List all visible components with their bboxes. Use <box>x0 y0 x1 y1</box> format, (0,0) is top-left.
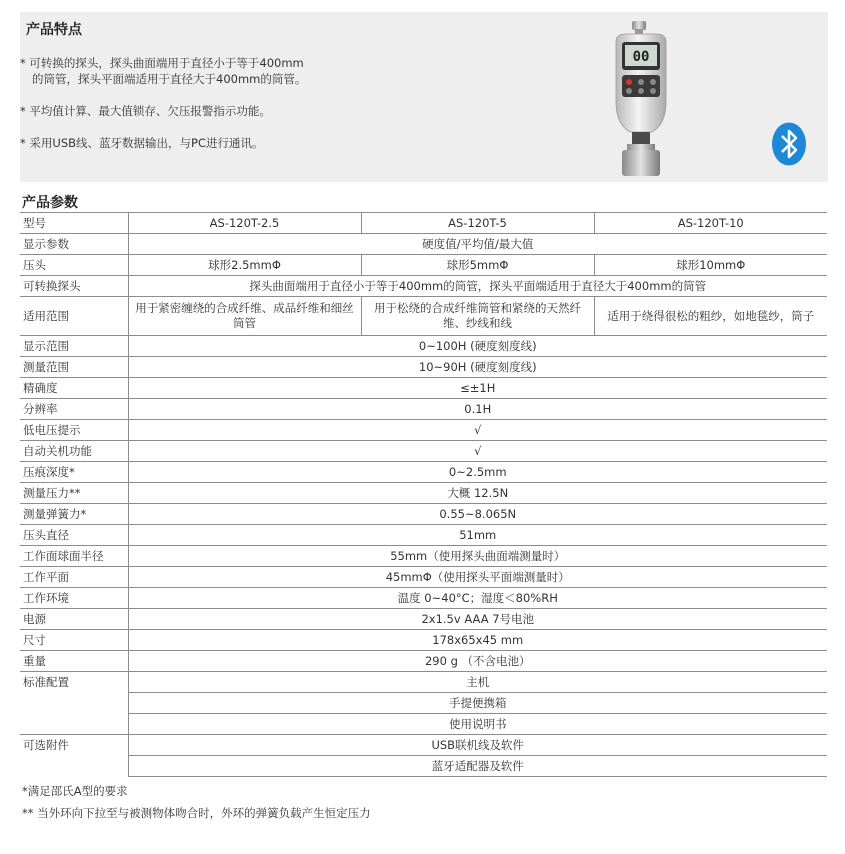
row-label: 自动关机功能 <box>20 441 128 462</box>
row-label: 适用范围 <box>20 297 128 336</box>
row-value: 用于紧密缠绕的合成纤维、成品纤维和细丝筒管 <box>128 297 361 336</box>
table-row <box>20 297 827 336</box>
device-display-readout: 00 <box>632 49 650 65</box>
row-value: ≤±1H <box>128 378 827 399</box>
row-label: 测量弹簧力* <box>20 504 128 525</box>
row-value: 0.1H <box>128 399 827 420</box>
footnote: ** 当外环向下拉至与被测物体吻合时，外环的弹簧负载产生恒定压力 <box>22 806 371 820</box>
table-row <box>20 588 827 609</box>
row-label: 测量范围 <box>20 357 128 378</box>
row-label: 工作平面 <box>20 567 128 588</box>
row-label: 压头 <box>20 255 128 276</box>
row-value: 0~100H (硬度刻度线) <box>128 336 827 357</box>
durometer-image <box>608 20 674 178</box>
row-value: 2x1.5v AAA 7号电池 <box>128 609 827 630</box>
row-label: 显示参数 <box>20 234 128 255</box>
row-label: 工作面球面半径 <box>20 546 128 567</box>
table-row <box>20 483 827 504</box>
table-row <box>20 609 827 630</box>
row-label: 可转换探头 <box>20 276 128 297</box>
row-label: 尺寸 <box>20 630 128 651</box>
table-row <box>20 504 827 525</box>
row-label: 电源 <box>20 609 128 630</box>
model-cell: AS-120T-5 <box>361 213 594 234</box>
row-value: √ <box>128 441 827 462</box>
bluetooth-icon <box>771 122 807 166</box>
row-value: 适用于绕得很松的粗纱，如地毯纱，筒子 <box>594 297 827 336</box>
row-label: 标准配置 <box>20 672 128 735</box>
table-row <box>20 255 827 276</box>
row-value: 51mm <box>128 525 827 546</box>
row-value: USB联机线及软件 <box>128 735 827 756</box>
row-value: 主机 <box>128 672 827 693</box>
row-label: 型号 <box>20 213 128 234</box>
table-row <box>20 441 827 462</box>
row-value: 蓝牙适配器及软件 <box>128 756 827 777</box>
row-value: 大概 12.5N <box>128 483 827 504</box>
features-title: 产品特点 <box>26 22 82 38</box>
table-row <box>20 630 827 651</box>
row-value: √ <box>128 420 827 441</box>
table-row <box>20 462 827 483</box>
feature-item: * 可转换的探头，探头曲面端用于直径小于等于400mm <box>20 56 304 70</box>
footnote: *满足邵氏A型的要求 <box>22 784 128 798</box>
table-row <box>20 276 827 297</box>
table-row <box>20 525 827 546</box>
row-label: 可选附件 <box>20 735 128 777</box>
row-value: 55mm（使用探头曲面端测量时） <box>128 546 827 567</box>
table-row <box>20 213 827 234</box>
table-row <box>20 693 827 714</box>
table-row <box>20 672 827 693</box>
row-value: 使用说明书 <box>128 714 827 735</box>
table-row <box>20 420 827 441</box>
row-value: 球形10mmΦ <box>594 255 827 276</box>
row-label: 分辨率 <box>20 399 128 420</box>
row-label: 压痕深度* <box>20 462 128 483</box>
table-row <box>20 378 827 399</box>
table-row <box>20 357 827 378</box>
row-label: 压头直径 <box>20 525 128 546</box>
table-row <box>20 567 827 588</box>
row-value: 290 g （不含电池） <box>128 651 827 672</box>
spec-table <box>20 212 827 777</box>
row-value: 10~90H (硬度刻度线) <box>128 357 827 378</box>
row-value: 0.55~8.065N <box>128 504 827 525</box>
feature-item: * 平均值计算、最大值锁存、欠压报警指示功能。 <box>20 104 271 118</box>
table-row <box>20 756 827 777</box>
table-row <box>20 336 827 357</box>
row-label: 重量 <box>20 651 128 672</box>
feature-item: * 采用USB线、蓝牙数据输出，与PC进行通讯。 <box>20 136 264 150</box>
table-row <box>20 546 827 567</box>
row-value: 球形5mmΦ <box>361 255 594 276</box>
row-label: 精确度 <box>20 378 128 399</box>
row-value: 探头曲面端用于直径小于等于400mm的筒管，探头平面端适用于直径大于400mm的筒管 <box>128 276 827 297</box>
row-value: 0~2.5mm <box>128 462 827 483</box>
spec-title: 产品参数 <box>22 195 78 211</box>
row-value: 硬度值/平均值/最大值 <box>128 234 827 255</box>
row-value: 178x65x45 mm <box>128 630 827 651</box>
row-label: 工作环境 <box>20 588 128 609</box>
row-value: 球形2.5mmΦ <box>128 255 361 276</box>
model-cell: AS-120T-2.5 <box>128 213 361 234</box>
row-value: 手提便携箱 <box>128 693 827 714</box>
row-label: 测量压力** <box>20 483 128 504</box>
features-panel <box>20 12 828 182</box>
row-value: 用于松绕的合成纤维筒管和紧绕的天然纤维、纱线和线 <box>361 297 594 336</box>
row-label: 显示范围 <box>20 336 128 357</box>
table-row <box>20 234 827 255</box>
feature-item-continued: 的筒管，探头平面端适用于直径大于400mm的筒管。 <box>32 72 307 86</box>
table-row <box>20 714 827 735</box>
row-label: 低电压提示 <box>20 420 128 441</box>
table-row <box>20 735 827 756</box>
model-cell: AS-120T-10 <box>594 213 827 234</box>
row-value: 45mmΦ（使用探头平面端测量时） <box>128 567 827 588</box>
table-row <box>20 651 827 672</box>
row-value: 温度 0~40°C；湿度＜80%RH <box>128 588 827 609</box>
table-row <box>20 399 827 420</box>
